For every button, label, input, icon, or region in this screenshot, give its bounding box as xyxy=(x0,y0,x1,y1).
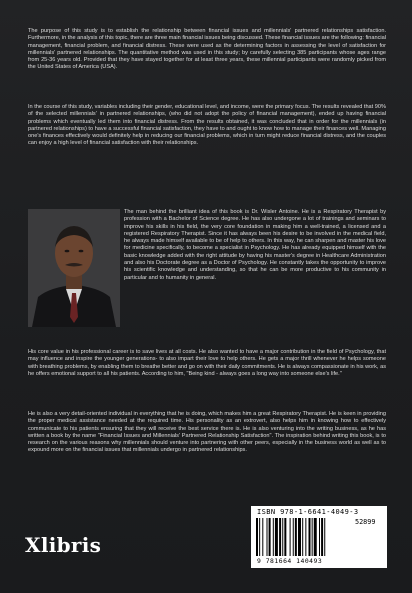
synopsis-paragraph-2: In the course of this study, variables including their gender, educational level, and income, were the primary focus. The results revealed that 90% of the selected millennials' in partnered relationships, (who did not adopt the policy of financial management), ended up having financial problems which eventually led them into financial distress. From the results obtained, it was concluded that in order for the millennials (in partnered relationships) to have a successful financial satisfaction, they have to and ought to know how to manage their finances well. Managing one's finances effectively would definitely help in reducing our financial problems, which in turn might reduce financial distress, and the couples can enjoy a high level of financial satisfaction with their relationships. xyxy=(28,104,386,147)
ean-digits: 9 781664 140493 xyxy=(257,557,323,565)
barcode-stripe xyxy=(314,518,317,556)
barcode-stripe xyxy=(302,518,303,556)
barcode-stripe xyxy=(324,518,325,556)
barcode-stripe xyxy=(262,518,263,556)
barcode-stripe xyxy=(279,518,281,556)
author-personality-paragraph: He is also a very detail-oriented individual in everything that he is doing, which makes him a great Respiratory Therapist. He is keen in providing the proper medical assistance needed at the required time. His personality as an extrovert, also helps him in knowing how to effectively communicate to his patients ensuring that they will receive the best service there is. He is also venturing into the writing business, as he has written a book by the name "Financial Issues and Millennials' Partnered Relationship Satisfaction". The inspiration behind writing this book, is to research on the various reasons why millennials should venture into partnering with other peers, especially in the business world as well as to expound more on the financial issues that millennials undergo in partnered relationships. xyxy=(28,411,386,454)
barcode-stripe xyxy=(267,518,268,556)
isbn-text: ISBN 978-1-6641-4049-3 xyxy=(257,508,359,516)
barcode-stripe xyxy=(298,518,301,556)
barcode-stripe xyxy=(312,518,313,556)
barcode-stripe xyxy=(309,518,311,556)
price-code: 52899 xyxy=(355,518,376,526)
barcode-stripe xyxy=(290,518,291,556)
barcode-stripe xyxy=(256,518,258,556)
author-bio-paragraph: The man behind the brilliant idea of this book is Dr. Wisler Antoine. He is a Respiratory Therapist by profession with a Bachelor of Science degree. He has also undergone a lot of trainings and seminars to improve his skills in his field, the very core foundation in making him a well-trained, a licensed and a registered Respiratory Therapist. Since it has always been his desire to be involved in the medical field, he always made himself available to be of help to others. In this way, he can sharpen and master his love for medicine specifically, to become a specialist in Psychology. He has already equipped himself with the basic knowledge added with the right attitude by having his master's degree in Healthcare Administration and also his Doctorate degree as a Doctor of Psychology. He constantly takes the opportunity to improve his scientific knowledge and understanding, so that he can be more productive to his community in particular and to humanity in general. xyxy=(124,209,386,281)
barcode-stripe xyxy=(293,518,294,556)
barcode-stripe xyxy=(273,518,274,556)
barcode-stripe xyxy=(295,518,297,556)
barcode-stripe xyxy=(282,518,283,556)
isbn-barcode xyxy=(251,506,387,568)
publisher-logo: Xlibris xyxy=(25,533,102,557)
barcode-stripe xyxy=(284,518,286,556)
barcode-stripe xyxy=(319,518,320,556)
barcode-stripe xyxy=(259,518,260,556)
author-values-paragraph: His core value in his professional career is to save lives at all costs. He also wanted to have a major contribution in the field of Psychology, that may influence and inspire the younger generations- to also impart their love to help others. He gets a major thrill whenever he helps someone with breathing problems, by enabling them to breathe better and go on with their daily commitments. He is always compassionate in his work, as he offers emotional support to all his patients. According to him, "Being kind - always goes a long way into someone else's life." xyxy=(28,349,386,377)
barcode-bars xyxy=(256,518,352,556)
barcode-stripe xyxy=(269,518,271,556)
barcode-stripe xyxy=(305,518,306,556)
barcode-stripe xyxy=(275,518,278,556)
barcode-stripe xyxy=(321,518,323,556)
synopsis-paragraph-1: The purpose of this study is to establish the relationship between financial issues and millennials' partnered relationships satisfaction. Furthermore, in the analysis of this topic, there are three main financial issues being discussed. These financial issues are the following: financial management, financial problem, and financial distress. These were used as the determining factors in assessing the level of satisfaction for millennials' partnered relationships. The quantitative method was used in this study; by carefully selecting 385 participants whose ages range from 25-36 years old. Provided that they have stayed together for at least three years, these millennial participants were randomly picked from the United States of America (USA). xyxy=(28,28,386,71)
